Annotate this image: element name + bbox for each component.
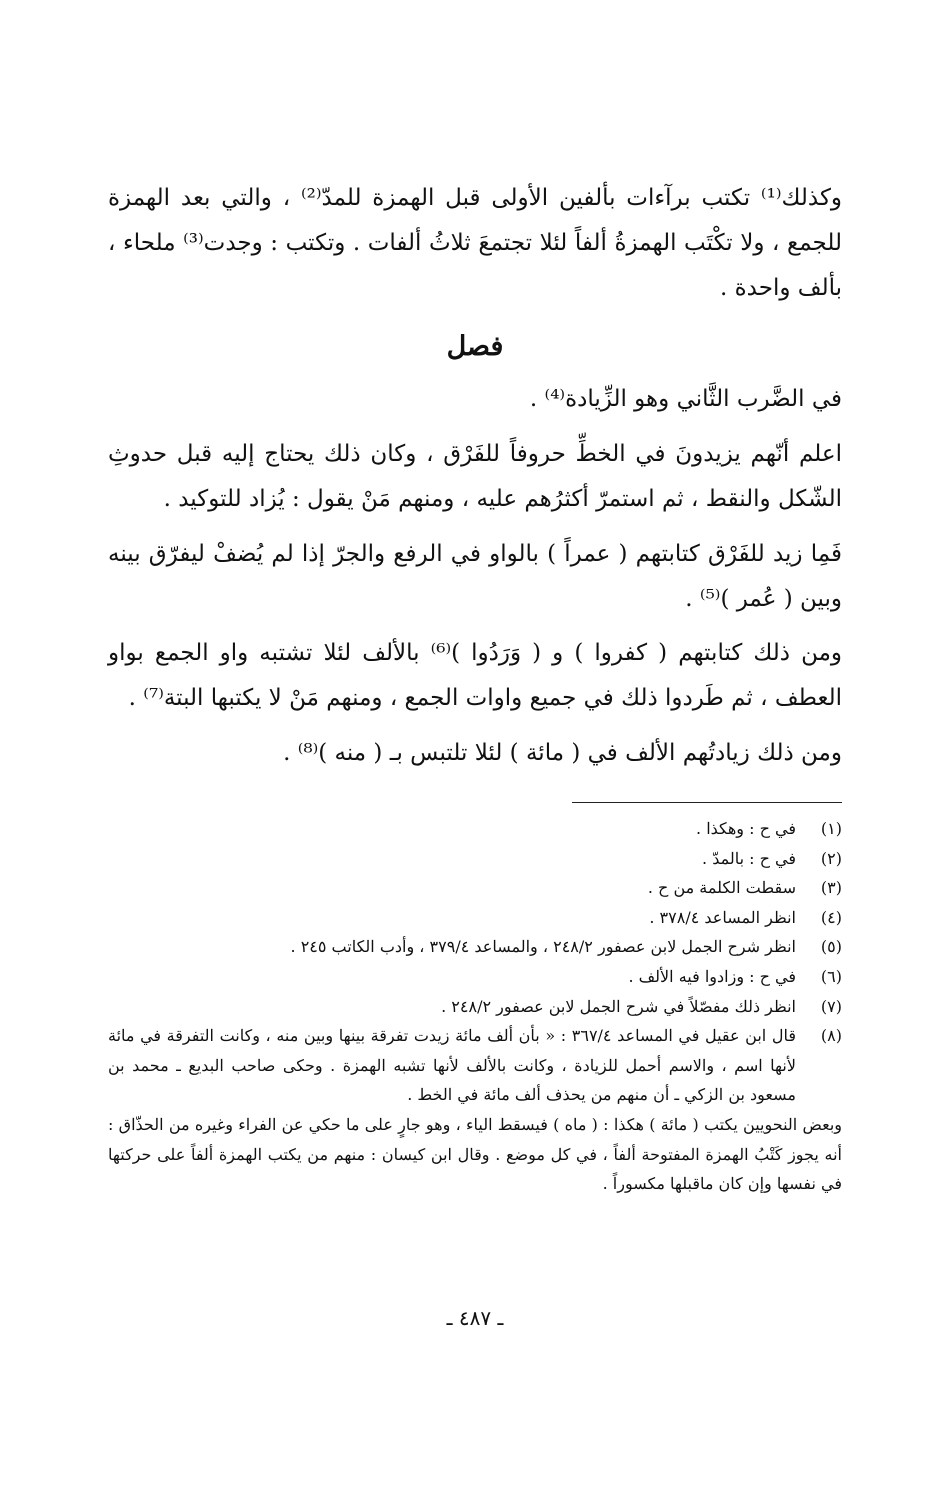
footnote (108, 932, 842, 962)
footnote-number: (٤) (820, 907, 842, 927)
footnote (108, 1021, 842, 1110)
footnote (108, 844, 842, 874)
footnotes (108, 814, 842, 1199)
footnote-number: (٣) (820, 878, 842, 898)
footnote-number: (٨) (820, 1026, 842, 1046)
paragraph-6: ومن ذلك زيادتُهم الألف في ( مائة ) لئلا تلتبس بـ ( منه )⁽⁸⁾ . (283, 740, 842, 767)
paragraph-1: وكذلك⁽¹⁾ تكتب برآءات بألفين الأولى قبل الهمزة للمدّ⁽²⁾ ، والتي بعد الهمزة للجمع ، ولا تكْتَب الهمزةُ ألفاً لئلا تجتمعَ ثلاثُ ألفات . وتكتب : وجدت⁽³⁾ ملحاء ، بألف واحدة . (108, 185, 842, 301)
footnote (108, 903, 842, 933)
footnote (108, 962, 842, 992)
footnote-number: (٦) (820, 966, 842, 986)
footnote-number: (٥) (820, 937, 842, 957)
footnote-text: في ح : بالمدّ . (702, 848, 796, 868)
footnote-text: في ح : وهكذا . (696, 819, 796, 838)
footnote-text: في ح : وزادوا فيه الألف . (628, 966, 796, 986)
footnote (108, 992, 842, 1022)
page-number: ـ ٤٨٧ ـ (446, 1306, 504, 1330)
footnote-separator (572, 802, 842, 803)
section-heading: فصل (446, 330, 504, 362)
footnote-number: (١) (820, 819, 842, 838)
footnote-continuation: وبعض النحويين يكتب ( مائة ) هكذا : ( ماه ) فيسقط الياء ، وهو جارٍ على ما حكي عن الفراء وغيره من الحذّاق : أنه يجوز كَتْبُ الهمزة المفتوحة ألفاً ، في كل موضع . وقال ابن كيسان : منهم من يكتب الهمزة ألفاً على حركتها في نفسها وإن كان ماقبلها مكسوراً . (108, 1114, 842, 1194)
footnote (108, 873, 842, 903)
footnote-text: قال ابن عقيل في المساعد ٣٦٧/٤ : « بأن ألف مائة زيدت تفرقة بينها وبين منه ، وكانت التفرقة في مائة لأنها اسم ، والاسم أحمل للزيادة ، وكانت بالألف لأنها تشبه الهمزة . وحكى صاحب البديع ـ محمد بن مسعود بن الزكي ـ أن منهم من يحذف ألف مائة في الخط . (108, 1026, 796, 1105)
footnote-number: (٧) (820, 996, 842, 1016)
footnote-text: انظر المساعد ٣٧٨/٤ . (649, 907, 796, 927)
footnote-text: سقطت الكلمة من ح . (647, 878, 796, 898)
paragraph-3: اعلم أنّهم يزيدونَ في الخطِّ حروفاً للفَرْق ، وكان ذلك يحتاج إليه قبل حدوثِ الشّكل والنقط ، ثم استمرّ أكثرُهم عليه ، ومنهم مَنْ يقول : يُزاد للتوكيد . (108, 441, 842, 512)
footnote-text: انظر ذلك مفصّلاً في شرح الجمل لابن عصفور ٢٤٨/٢ . (441, 996, 796, 1016)
footnote (108, 814, 842, 844)
paragraph-5: ومن ذلك كتابتهم ( كفروا ) و ( وَرَدُوا )⁽⁶⁾ بالألف لئلا تشتبه واو الجمع بواو العطف ، ثم طَردوا ذلك في جميع واوات الجمع ، ومنهم مَنْ لا يكتبها البتة⁽⁷⁾ . (108, 640, 843, 712)
footnote-number: (٢) (820, 848, 842, 868)
paragraph-2: في الضَّرب الثَّاني وهو الزِّيادة⁽⁴⁾ . (529, 386, 842, 413)
paragraph-4: فَمِا زيد للفَرْق كتابتهم ( عمراً ) بالواو في الرفع والجرّ إذا لم يُضفْ ليفرّق بينه وبين ( عُمر )⁽⁵⁾ . (108, 540, 842, 612)
main-text (108, 176, 842, 776)
footnote-text: انظر شرح الجمل لابن عصفور ٢٤٨/٢ ، والمساعد ٣٧٩/٤ ، وأدب الكاتب ٢٤٥ . (290, 937, 796, 957)
